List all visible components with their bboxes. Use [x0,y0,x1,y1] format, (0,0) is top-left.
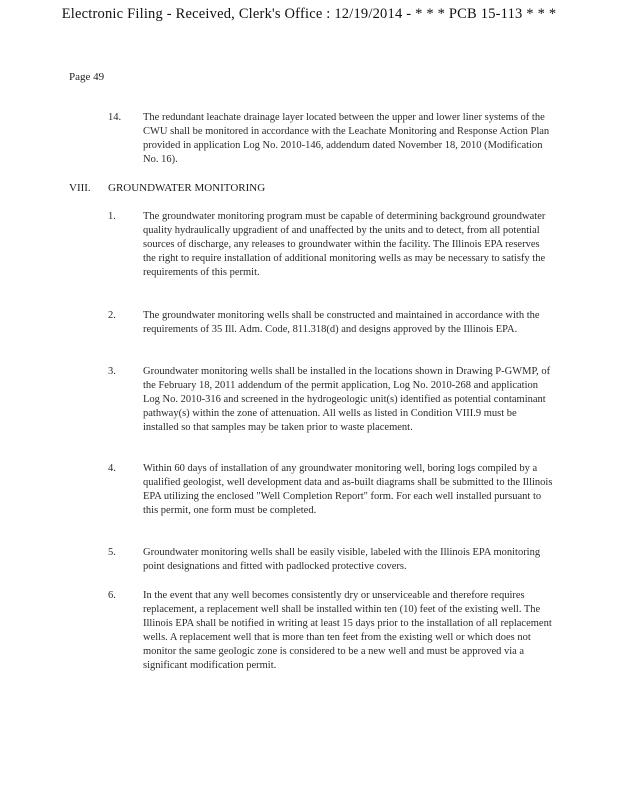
item-text: The redundant leachate drainage layer located between the upper and lower liner systems of the CWU shall be monitored in accordance with the Leachate Monitoring and Response Action Plan provided in application Log No. 2010-146, addendum dated November 18, 2010 (Modification No. 16). [143,112,550,165]
filing-header: Electronic Filing - Received, Clerk's Office : 12/19/2014 - * * * PCB 15-113 * * * [61,6,557,22]
item-number: 1. [108,211,116,222]
item-text: In the event that any well becomes consistently dry or unserviceable and therefore requires replacement, a replacement well shall be installed within ten (10) feet of the existing well. The Illinois EPA shall be notified in writing at least 15 days prior to the installation of all replacement wells. A replacement well that is more than ten feet from the existing well or which does not monitor the same geologic zone is considered to be a new well and must be approved via a significant modification permit. [143,590,552,671]
list-item-6 [108,589,553,673]
item-number: 3. [108,366,116,377]
list-item-4 [108,462,553,518]
item-number: 6. [108,590,116,601]
page-number: Page 49 [69,71,105,83]
section-heading [69,182,265,194]
item-number: 4. [108,463,116,474]
item-text: Within 60 days of installation of any groundwater monitoring well, boring logs compiled by a qualified geologist, well development data and as-built diagrams shall be submitted to the Illinois EPA utilizing the enclosed "Well Completion Report" form. For each well installed pursuant to this permit, one form must be completed. [143,463,553,516]
item-text: The groundwater monitoring program must be capable of determining background groundwater quality hydraulically upgradient of and unaffected by the units and to detect, from all potential sources of discharge, any releases to groundwater within the facility. The Illinois EPA reserves the right to require installation of additional monitoring wells as may be necessary to satisfy the requirements of this permit. [143,211,546,278]
list-item-3 [108,365,553,435]
item-text: The groundwater monitoring wells shall be constructed and maintained in accordance with the requirements of 35 Ill. Adm. Code, 811.318(d) and designs approved by the Illinois EPA. [143,310,540,335]
item-number: 5. [108,547,116,558]
section-numeral: VIII. [69,182,91,194]
list-item-14 [108,111,553,167]
list-item-5 [108,546,553,574]
item-number: 2. [108,310,116,321]
item-text: Groundwater monitoring wells shall be installed in the locations shown in Drawing P-GWMP, of the February 18, 2011 addendum of the permit application, Log No. 2010-268 and application Log No. 2010-316 and screened in the hydrogeologic unit(s) identified as potential contaminant pathway(s) within the zone of attenuation. All wells as listed in Condition VIII.9 must be installed so that samples may be taken prior to waste placement. [143,366,551,433]
list-item-1 [108,210,553,280]
section-title: GROUNDWATER MONITORING [108,182,266,194]
item-number: 14. [108,112,122,123]
item-text: Groundwater monitoring wells shall be easily visible, labeled with the Illinois EPA monitoring point designations and fitted with padlocked protective covers. [143,547,541,572]
list-item-2 [108,309,553,337]
